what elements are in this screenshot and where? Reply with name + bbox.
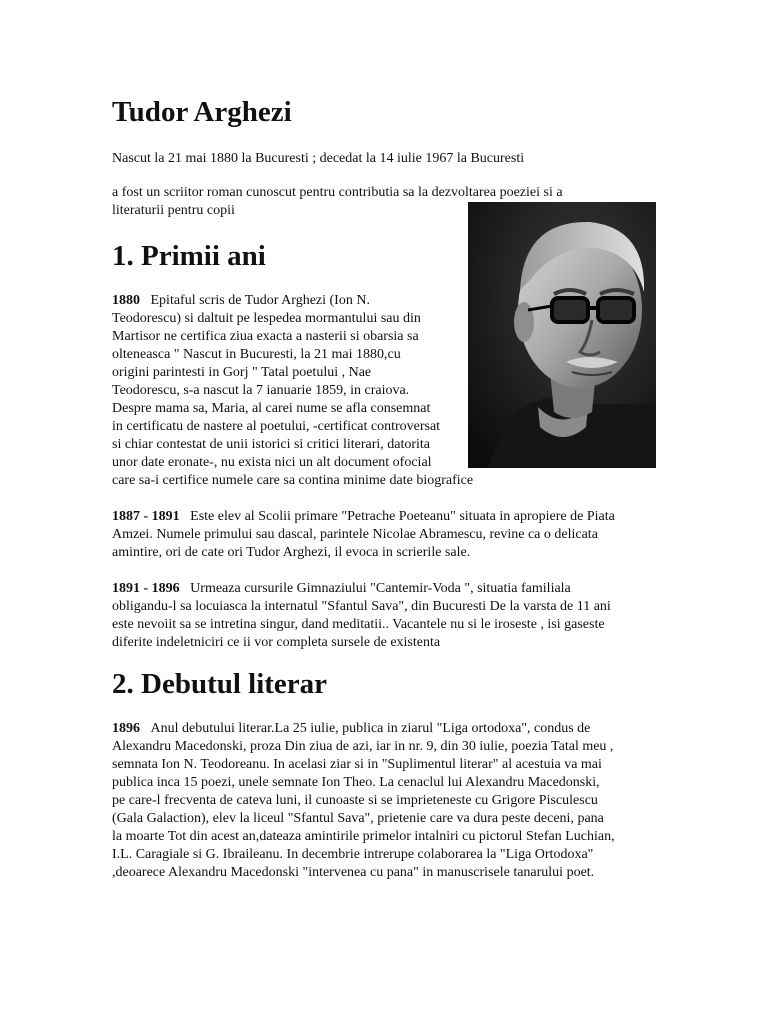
paragraph-line: [112, 292, 370, 310]
paragraph-text: Anul debutului literar.La 25 iulie, publica in ziarul "Liga ortodoxa", condus de: [150, 721, 591, 736]
intro-line: literaturii pentru copii: [112, 203, 235, 218]
section-heading-early-years: 1. Primii ani: [112, 240, 266, 272]
paragraph-line: care sa-i certifice numele care sa contina minime date biografice: [112, 473, 474, 488]
paragraph-line: Despre mama sa, Maria, al carei nume se afla consemnat: [112, 401, 431, 416]
paragraph-line: [112, 580, 571, 598]
paragraph-line: este nevoiit sa se intretina singur, dand meditatii.. Vacantele nu si le iroseste , isi gaseste: [112, 617, 605, 632]
paragraph-line: olteneasca " Nascut in Bucuresti, la 21 mai 1880,cu: [112, 347, 401, 362]
year-label: 1896: [112, 721, 140, 736]
paragraph-line: amintire, ori de cate ori Tudor Arghezi, il evoca in scrierile sale.: [112, 545, 471, 560]
paragraph-line: Teodorescu) si daltuit pe lespedea mormantului sau din: [112, 311, 421, 326]
year-label: 1891 - 1896: [112, 581, 180, 596]
paragraph-line: I.L. Caragiale si G. Ibraileanu. In decembrie intrerupe colaborarea la "Liga Ortodoxa": [112, 847, 594, 862]
paragraph-line: si chiar contestat de unii istorici si critici literari, datorita: [112, 437, 431, 452]
paragraph-line: diferite indeletniciri ce ii vor completa sursele de existenta: [112, 635, 441, 650]
paragraph-line: obligandu-l sa locuiasca la internatul "Sfantul Sava", din Bucuresti De la varsta de 11 ani: [112, 599, 611, 614]
paragraph-line: origini parintesti in Gorj " Tatal poetului , Nae: [112, 365, 372, 380]
birth-death-line: Nascut la 21 mai 1880 la Bucuresti ; decedat la 14 iulie 1967 la Bucuresti: [112, 151, 525, 166]
paragraph-line: (Gala Galaction), elev la liceul "Sfantul Sava", prietenie care va dura peste deceni, pana: [112, 811, 604, 826]
paragraph-line: Amzei. Numele primului sau dascal, parintele Nicolae Abramescu, revine ca o delicata: [112, 527, 598, 542]
paragraph-line: pe care-l frecventa de cateva luni, il cunoaste si se imprieteneste cu Grigore Pisculescu: [112, 793, 598, 808]
paragraph-line: unor date eronate-, nu exista nici un alt document ofocial: [112, 455, 432, 470]
paragraph-text: Epitaful scris de Tudor Arghezi (Ion N.: [150, 293, 370, 308]
portrait-photo: [468, 202, 656, 468]
paragraph-line: publica inca 15 poezi, unele semnate Ion Theo. La cenaclul lui Alexandru Macedonski,: [112, 775, 600, 790]
paragraph-line: Alexandru Macedonski, proza Din ziua de azi, iar in nr. 9, din 30 iulie, poezia Tatal meu ,: [112, 739, 614, 754]
paragraph-line: in certificatu de nastere al poetului, -certificat controversat: [112, 419, 441, 434]
paragraph-text: Urmeaza cursurile Gimnaziului "Cantemir-Voda ", situatia familiala: [190, 581, 571, 596]
paragraph-line: Teodorescu, s-a nascut la 7 ianuarie 1859, in craiova.: [112, 383, 410, 398]
paragraph-line: la moarte Tot din acest an,dateaza amintirile primelor intalniri cu pictorul Stefan Luchian,: [112, 829, 615, 844]
paragraph-line: Martisor ne certifica ziua exacta a nasterii si obarsia sa: [112, 329, 419, 344]
paragraph-line: [112, 508, 615, 526]
intro-line: a fost un scriitor roman cunoscut pentru contributia sa la dezvoltarea poeziei si a: [112, 185, 563, 200]
paragraph-line: [112, 720, 590, 738]
year-label: 1880: [112, 293, 140, 308]
page-title: Tudor Arghezi: [112, 96, 292, 128]
paragraph-text: Este elev al Scolii primare "Petrache Poeteanu" situata in apropiere de Piata: [190, 509, 615, 524]
section-heading-literary-debut: 2. Debutul literar: [112, 668, 328, 700]
paragraph-line: semnata Ion N. Teodoreanu. In acelasi ziar si in "Suplimentul literar" al acestuia va mai: [112, 757, 602, 772]
paragraph-line: ,deoarece Alexandru Macedonski "intervenea cu pana" in manuscrisele tanarului poet.: [112, 865, 595, 880]
year-label: 1887 - 1891: [112, 509, 180, 524]
